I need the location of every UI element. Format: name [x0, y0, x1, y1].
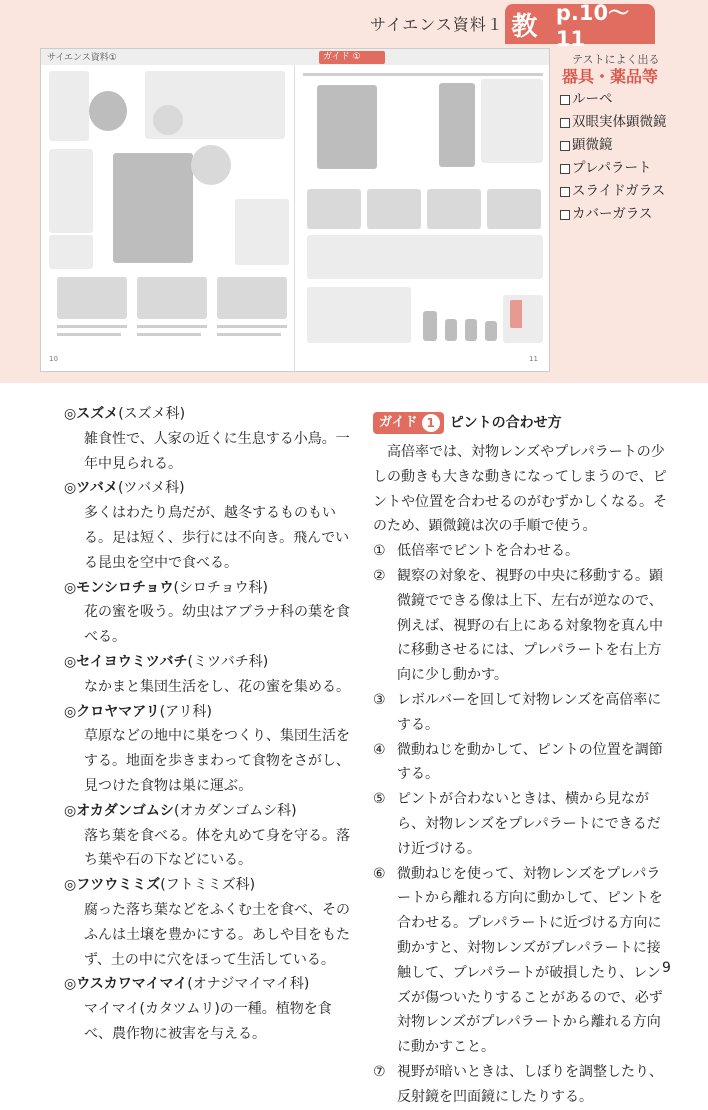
materials-item: 顕微鏡 [560, 134, 667, 157]
step-text: レボルバーを回して対物レンズを高倍率にする。 [397, 691, 662, 733]
guide-intro: 高倍率では、対物レンズやプレパラートの少しの動きも大きな動きになってしまうので、ピントや位置を合わせるのがむずかしくなる。そのため、顕微鏡は次の手順で使う。 [373, 444, 667, 535]
thumbnail-gutter [294, 65, 295, 371]
thumb-caption-line [303, 73, 543, 76]
thumb-caption-line [217, 325, 287, 328]
species-name: ◎セイヨウミツバチ [64, 653, 188, 670]
checkbox-icon [560, 164, 570, 174]
species-family: (ミツバチ科) [187, 653, 269, 670]
thumb-text-block [49, 149, 93, 233]
species-family: (フトミミズ科) [160, 877, 256, 894]
species-description: 花の蜜を吸う。幼虫はアブラナ科の葉を食べる。 [84, 604, 350, 646]
step-text: ピントが合わないときは、横から見ながら、対物レンズをプレパラートにできるだけ近づける。 [397, 791, 661, 857]
materials-title: 器具・薬品等 [562, 67, 659, 86]
thumb-caption-line [137, 333, 201, 336]
materials-item: カバーガラス [560, 203, 667, 226]
thumb-slide-prep-box [307, 287, 411, 343]
page-number: 9 [662, 960, 671, 976]
thumbnail-header-bar [41, 49, 549, 65]
species-entry [64, 576, 356, 650]
species-family: (スズメ科) [118, 406, 186, 422]
thumb-note-box [235, 199, 289, 265]
guide-badge: ガイド 1 [373, 412, 444, 434]
species-name: ◎ツバメ [64, 480, 118, 497]
step-number: ⑥ [373, 865, 386, 882]
thumb-step-photo-a [307, 189, 361, 229]
species-description: 雑食性で、人家の近くに生息する小鳥。一年中見られる。 [84, 430, 350, 472]
species-family: (オナジマイマイ科) [187, 976, 310, 993]
thumb-caption-line [217, 333, 281, 336]
species-name: ◎フツウミミズ [64, 877, 161, 894]
page-header-title: サイエンス資料１ [370, 15, 504, 34]
checkbox-icon [560, 141, 570, 151]
thumb-side-index-tab [510, 300, 522, 328]
thumb-note-box [481, 79, 543, 163]
guide-step [373, 564, 673, 688]
materials-item: プレパラート [560, 157, 667, 180]
thumb-steps-text [307, 235, 543, 279]
test-note: テストによく出る [572, 53, 660, 66]
species-name: ◎スズメ [64, 406, 119, 422]
step-number: ③ [373, 691, 386, 708]
guide-step [373, 1060, 673, 1110]
thumb-lens-image [465, 319, 477, 341]
step-text: 微動ねじを使って、対物レンズをプレパラートから離れる方向に動かして、ピントを合わせる。プレパラートに近づける方向に動かすと、対物レンズがプレパラートに接触して、プレパラートが破損したり、レンズが傷ついたりすることがあるので、必ず対物レンズがプレパラートから離れる方向に動かすこと。 [397, 865, 663, 1056]
thumb-step-photo-c [427, 189, 481, 229]
step-text: 低倍率でピントを合わせる。 [397, 543, 579, 560]
species-family: (アリ科) [159, 703, 213, 720]
thumb-step-photo-3 [217, 277, 287, 319]
species-description: 落ち葉を食べる。体を丸めて身を守る。落ち葉や石の下などにいる。 [84, 827, 350, 869]
species-entry [64, 650, 356, 700]
checkbox-icon [560, 118, 570, 128]
thumb-caption-line [137, 325, 207, 328]
thumb-caption-line [57, 333, 121, 336]
materials-item: ルーペ [560, 88, 667, 111]
thumb-step-photo-1 [57, 277, 127, 319]
species-description: 草原などの地中に巣をつくり、集団生活をする。地面を歩きまわって食物をさがし、見つけた食物は巣に運ぶ。 [84, 728, 350, 794]
species-description: 腐った落ち葉などをふくむ土を食べ、そのふんは土壌を豊かにする。あしや目をもたず、土の中に穴をほって生活している。 [84, 901, 350, 968]
step-number: ④ [373, 741, 386, 758]
checkbox-icon [560, 95, 570, 105]
species-entry [64, 402, 356, 476]
thumb-text-block [49, 71, 89, 141]
page-reference-tab [505, 1, 655, 51]
thumb-character-image [153, 105, 183, 135]
guide-step [373, 862, 673, 1060]
guide-number: 1 [422, 414, 440, 432]
species-description: なかまと集団生活をし、花の蜜を集める。 [84, 678, 350, 695]
thumbnail-guide-label: ガイド ① [319, 51, 385, 64]
thumb-microscope-image [439, 83, 475, 167]
thumb-step-photo-b [367, 189, 421, 229]
species-family: (ツバメ科) [117, 480, 185, 497]
guide-title: ピントの合わせ方 [449, 414, 562, 431]
thumb-note-box [503, 295, 543, 343]
page-range: p.10〜11 [555, 1, 630, 51]
thumb-step-photo-d [487, 189, 541, 229]
guide-section [373, 410, 673, 1110]
materials-list [560, 88, 667, 226]
thumb-lens-image [423, 311, 437, 341]
species-description: マイマイ(カタツムリ)の一種。植物を食べ、農作物に被害を与える。 [84, 1001, 332, 1042]
species-name: ◎モンシロチョウ [64, 579, 174, 596]
guide-step [373, 688, 673, 738]
thumb-microscope-image [317, 85, 377, 169]
textbook-spread-thumbnail [40, 48, 550, 372]
thumb-step-photo-2 [137, 277, 207, 319]
species-name: ◎クロヤマアリ [64, 703, 160, 720]
thumb-lens-image [485, 321, 497, 341]
step-number: ⑦ [373, 1063, 386, 1080]
thumb-page-number-left: 10 [49, 355, 58, 363]
textbook-mark: 教 [511, 11, 538, 42]
species-family: (オカダンゴムシ科) [173, 802, 297, 819]
species-description: 多くはわたり鳥だが、越冬するものもいる。足は短く、歩行には不向き。飛んでいる昆虫を空中で食べる。 [84, 505, 350, 571]
thumbnail-title: サイエンス資料① [47, 53, 117, 63]
materials-item: スライドガラス [560, 180, 667, 203]
species-family: (シロチョウ科) [173, 579, 268, 596]
step-number: ② [373, 567, 386, 584]
species-entry [64, 476, 356, 575]
thumb-eyepiece-image [191, 145, 231, 185]
materials-item: 双眼実体顕微鏡 [560, 111, 667, 134]
step-text: 微動ねじを動かして、ピントの位置を調節する。 [397, 741, 663, 783]
species-name: ◎オカダンゴムシ [64, 802, 174, 819]
thumb-lens-image [445, 319, 457, 341]
thumb-stereo-microscope-image [113, 153, 193, 263]
guide-step [373, 539, 673, 564]
thumb-caption-line [57, 325, 127, 328]
guide-step [373, 738, 673, 788]
species-name: ◎ウスカワマイマイ [64, 976, 188, 993]
step-text: 視野が暗いときは、しぼりを調整したり、反射鏡を凹面鏡にしたりする。 [397, 1063, 663, 1105]
thumb-loupe-image [89, 91, 127, 131]
checkbox-icon [560, 187, 570, 197]
step-text: 観察の対象を、視野の中央に移動する。顕微鏡でできる像は上下、左右が逆なので、例えば、視野の右上にある対象物を真ん中に移動させるには、プレパラートを右上方向に少し動かす。 [397, 567, 663, 684]
species-entry [64, 873, 356, 972]
step-number: ① [373, 543, 386, 560]
guide-heading [373, 410, 673, 436]
species-entry [64, 700, 356, 799]
step-number: ⑤ [373, 791, 386, 808]
thumb-page-number-right: 11 [529, 355, 538, 363]
guide-step [373, 787, 673, 861]
thumb-text-block [49, 235, 93, 269]
species-entry [64, 799, 356, 873]
species-list [64, 402, 356, 1047]
checkbox-icon [560, 210, 570, 220]
species-entry [64, 972, 356, 1046]
